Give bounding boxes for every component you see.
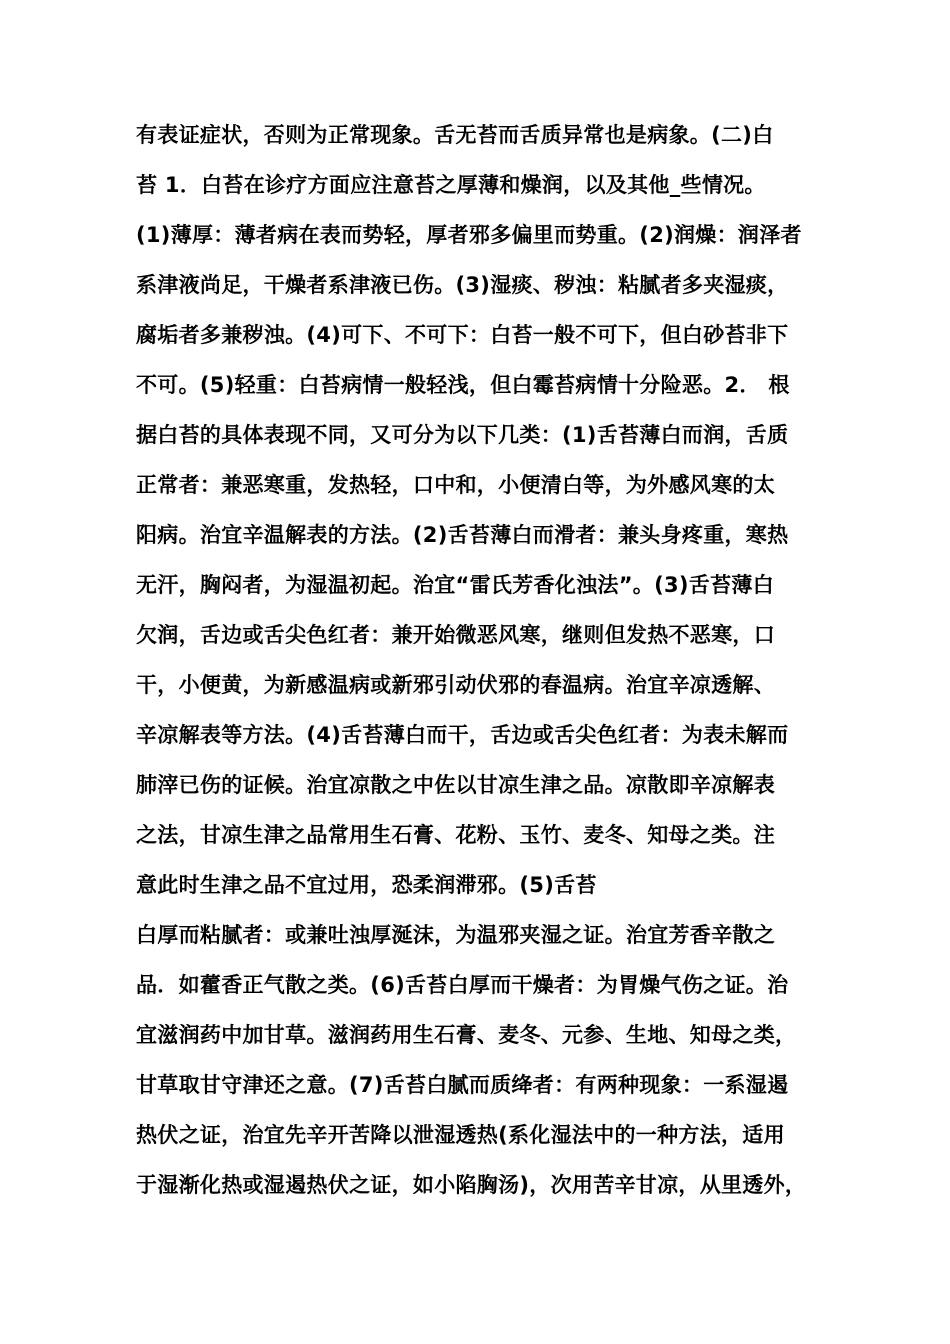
text-line: 据白苔的具体表现不同，又可分为以下几类：(1)舌苔薄白而润，舌质 [136, 423, 789, 447]
body-text [136, 117, 866, 1217]
text-line: (1)薄厚：薄者病在表而势轻，厚者邪多偏里而势重。(2)润燥：润泽者 [136, 223, 802, 247]
text-line: 不可。(5)轻重：白苔病情一般轻浅，但白霉苔病情十分险恶。2． 根 [136, 373, 790, 397]
text-line: 干，小便黄，为新感温病或新邪引动伏邪的春温病。治宜辛凉透解、 [136, 673, 775, 697]
text-line: 甘草取甘守津还之意。(7)舌苔白腻而质绛者：有两种现象：一系湿遏 [136, 1073, 789, 1097]
text-line: 品．如藿香正气散之类。(6)舌苔白厚而干燥者：为胃燥气伤之证。治 [136, 973, 789, 997]
text-line: 意此时生津之品不宜过用，恐柔润滞邪。(5)舌苔 [136, 873, 597, 897]
text-line: 腐垢者多兼秽浊。(4)可下、不可下：白苔一般不可下，但白砂苔非下 [136, 323, 789, 347]
text-line: 系津液尚足，干燥者系津液已伤。(3)湿痰、秽浊：粘腻者多夹湿痰， [136, 273, 789, 297]
text-line: 之法，甘凉生津之品常用生石膏、花粉、玉竹、麦冬、知母之类。注 [136, 823, 775, 847]
text-line: 有表证症状，否则为正常现象。舌无苔而舌质异常也是病象。(二)白 [136, 123, 774, 147]
text-line: 欠润，舌边或舌尖色红者：兼开始微恶风寒，继则但发热不恶寒，口 [136, 623, 775, 647]
text-line: 白厚而粘腻者：或兼吐浊厚涎沫，为温邪夹湿之证。治宜芳香辛散之 [136, 923, 775, 947]
text-line: 肺滓已伤的证候。治宜凉散之中佐以甘凉生津之品。凉散即辛凉解表 [136, 773, 775, 797]
text-line: 阳病。治宜辛温解表的方法。(2)舌苔薄白而滑者：兼头身疼重，寒热 [136, 523, 789, 547]
text-line: 无汗，胸闷者，为湿温初起。治宜“雷氏芳香化浊法”。(3)舌苔薄白 [136, 573, 775, 597]
text-line: 辛凉解表等方法。(4)舌苔薄白而干，舌边或舌尖色红者：为表未解而 [136, 723, 789, 747]
text-line: 宜滋润药中加甘草。滋润药用生石膏、麦冬、元参、生地、知母之类， [136, 1023, 797, 1047]
text-line: 正常者：兼恶寒重，发热轻，口中和，小便清白等，为外感风寒的太 [136, 473, 775, 497]
text-line: 热伏之证，治宜先辛开苦降以泄湿透热(系化湿法中的一种方法，适用 [136, 1123, 785, 1147]
text-line: 于湿渐化热或湿遏热伏之证，如小陷胸汤)，次用苦辛甘凉，从里透外， [136, 1173, 807, 1197]
text-line: 苔 1．白苔在诊疗方面应注意苔之厚薄和燥润，以及其他_些情况。 [136, 173, 766, 197]
